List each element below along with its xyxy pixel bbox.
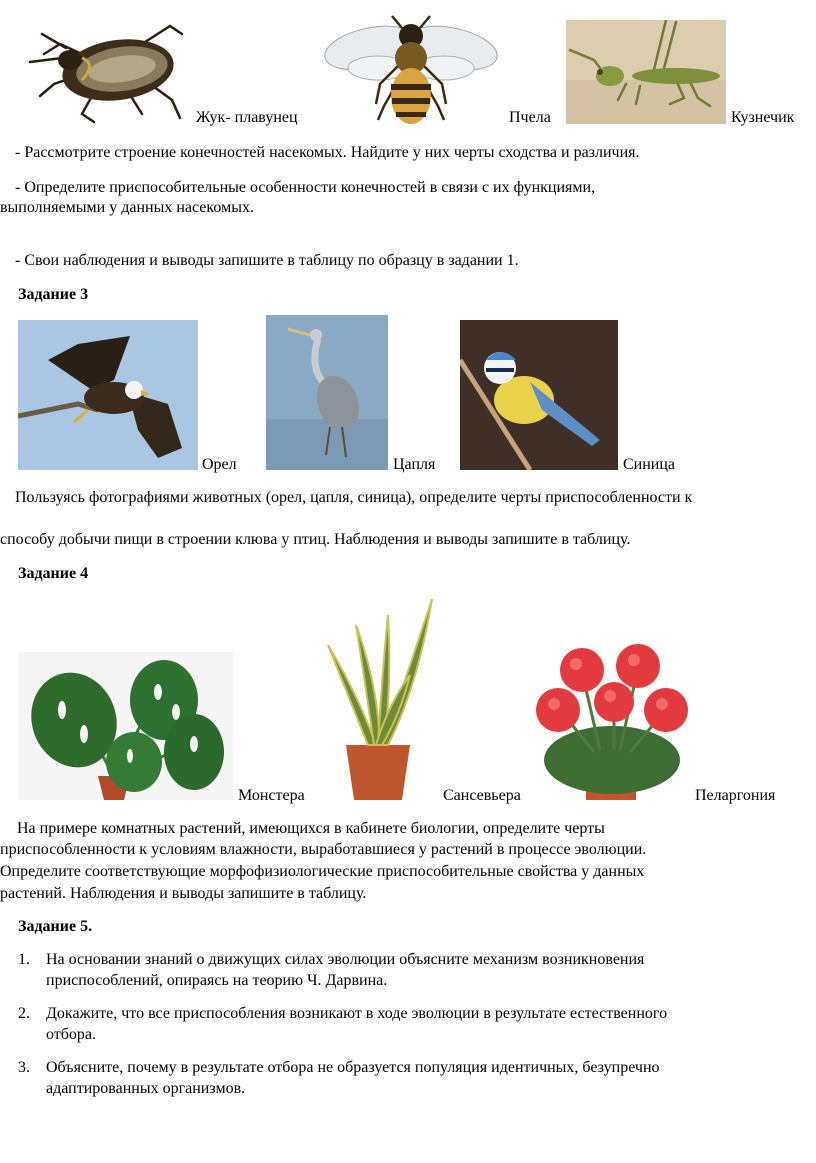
task5-item-line-2: адаптированных организмов.	[46, 1080, 246, 1097]
sansevieria-image	[318, 595, 438, 800]
task5-item-line-1: Докажите, что все приспособления возникают в ходе эволюции в результате естественного	[46, 1005, 668, 1022]
task4-text-line-4: растений. Наблюдения и выводы запишите в таблицу.	[0, 885, 367, 902]
monstera-caption: Монстера	[238, 787, 305, 804]
eagle-image	[18, 320, 198, 470]
task2-paragraph-2-line-2: выполняемыми у данных насекомых.	[0, 199, 254, 216]
bee-caption: Пчела	[509, 109, 551, 126]
task3-text-line-2: способу добычи пищи в строении клюва у птиц. Наблюдения и выводы запишите в таблицу.	[0, 531, 631, 548]
task5-item-line-2: отбора.	[46, 1026, 97, 1043]
task2-paragraph-1: - Рассмотрите строение конечностей насекомых. Найдите у них черты сходства и различия.	[15, 144, 640, 161]
task5-item-number: 2.	[18, 1005, 30, 1022]
task4-heading: Задание 4	[18, 565, 89, 582]
task3-heading: Задание 3	[18, 286, 89, 303]
task4-text-line-3: Определите соответствующие морфофизиологические приспособительные свойства у данных	[0, 863, 645, 880]
task2-paragraph-2-line-1: - Определите приспособительные особенности конечностей в связи с их функциями,	[15, 179, 596, 196]
task4-text-line-2: приспособленности к условиям влажности, выработавшиеся у растений в процессе эволюции.	[0, 841, 647, 858]
bee-image	[318, 14, 504, 124]
sansevieria-caption: Сансевьера	[443, 787, 521, 804]
diving-beetle-image	[22, 14, 190, 124]
tit-caption: Синица	[623, 456, 676, 473]
task5-item-line-1: На основании знаний о движущих силах эволюции объясните механизм возникновения	[46, 951, 645, 968]
grasshopper-image	[566, 20, 726, 124]
heron-caption: Цапля	[393, 456, 436, 473]
task2-paragraph-3: - Свои наблюдения и выводы запишите в таблицу по образцу в задании 1.	[15, 252, 519, 269]
task3-text-line-1: Пользуясь фотографиями животных (орел, цапля, синица), определите черты приспособленности к	[15, 489, 693, 506]
monstera-image	[18, 652, 233, 800]
beetle-caption: Жук- плавунец	[196, 109, 298, 126]
grasshopper-caption: Кузнечик	[731, 109, 795, 126]
pelargonium-image	[530, 640, 696, 800]
task4-text-line-1: На примере комнатных растений, имеющихся в кабинете биологии, определите черты	[17, 820, 605, 837]
pelargonium-caption: Пеларгония	[695, 787, 776, 804]
task5-item-number: 3.	[18, 1059, 30, 1076]
task5-item-line-1: Объясните, почему в результате отбора не образуется популяция идентичных, безупречно	[46, 1059, 660, 1076]
task5-item-line-2: приспособлений, опираясь на теорию Ч. Дарвина.	[46, 972, 388, 989]
task5-heading: Задание 5.	[18, 918, 93, 935]
task5-item-number: 1.	[18, 951, 30, 968]
eagle-caption: Орел	[202, 456, 237, 473]
heron-image	[266, 315, 388, 470]
tit-image	[460, 320, 618, 470]
